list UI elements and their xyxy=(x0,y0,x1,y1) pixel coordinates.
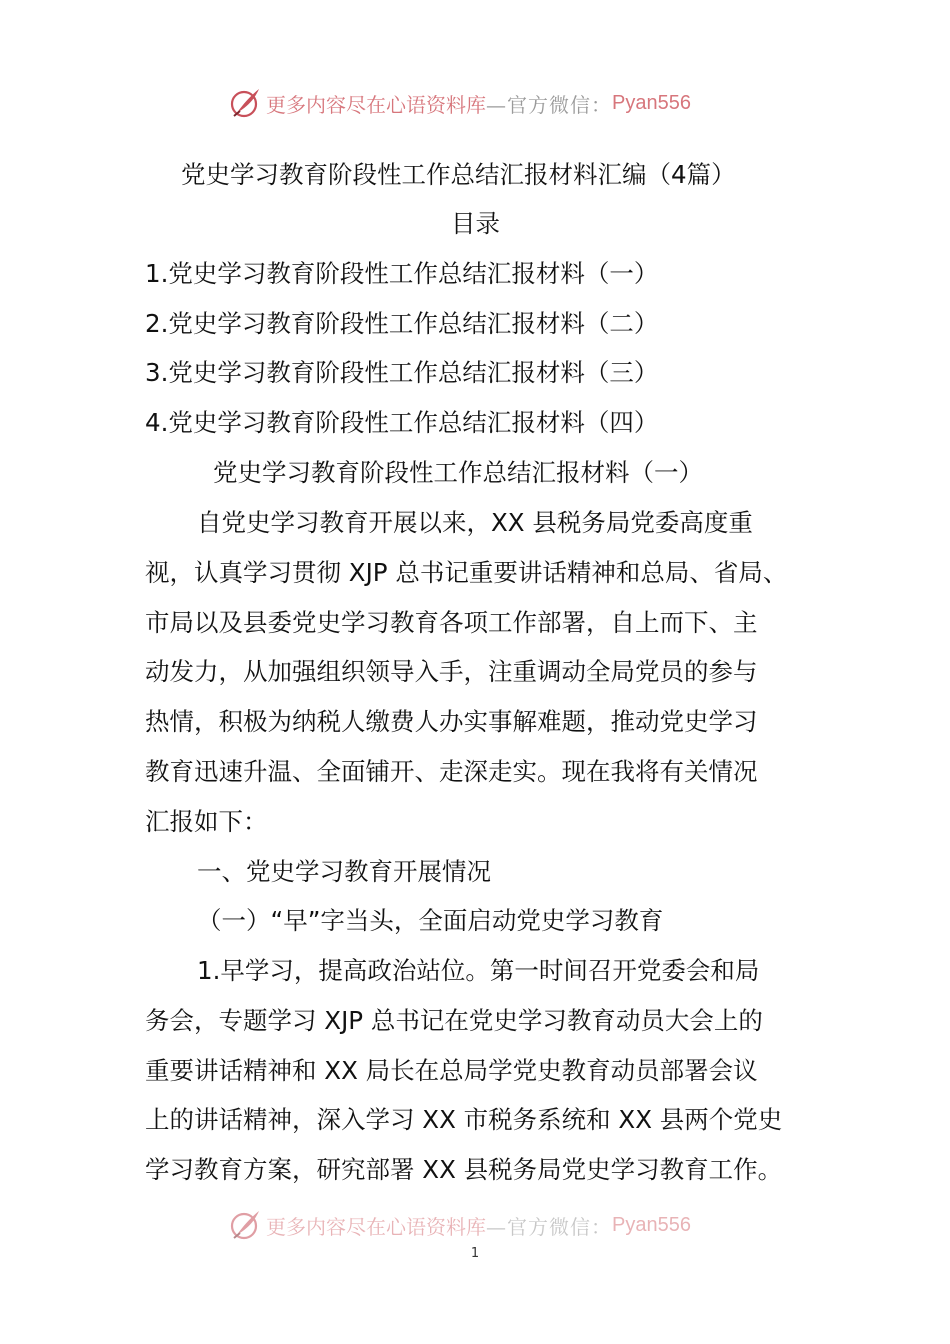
intro-line: 汇报如下： xyxy=(145,807,268,836)
intro-line: 视，认真学习贯彻 XJP 总书记重要讲话精神和总局、省局、 xyxy=(145,558,788,587)
intro-line: 动发力，从加强组织领导入手，注重调动全局党员的参与 xyxy=(145,657,758,686)
item-line: 1.早学习，提高政治站位。第一时间召开党委会和局 xyxy=(197,956,760,985)
intro-line: 热情，积极为纳税人缴费人办实事解难题，推动党史学习 xyxy=(145,707,758,736)
watermark-text: 更多内容尽在心语资料库 xyxy=(266,92,486,117)
intro-line: 自党史学习教育开展以来，XX 县税务局党委高度重 xyxy=(197,508,753,537)
watermark-footer xyxy=(228,1208,691,1242)
watermark-text: 更多内容尽在心语资料库 xyxy=(266,1214,486,1239)
watermark-wechat-id: Pyan556 xyxy=(612,1213,691,1236)
quill-pen-logo-icon xyxy=(228,1208,262,1242)
toc-item-4[interactable]: 4.党史学习教育阶段性工作总结汇报材料（四） xyxy=(145,408,659,437)
toc-item-3[interactable]: 3.党史学习教育阶段性工作总结汇报材料（三） xyxy=(145,358,659,387)
item-line: 学习教育方案，研究部署 XX 县税务局党史学习教育工作。 xyxy=(145,1155,783,1184)
intro-line: 教育迅速升温、全面铺开、走深走实。现在我将有关情况 xyxy=(145,757,758,786)
watermark-separator: —官方微信： xyxy=(486,1214,612,1239)
toc-item-2[interactable]: 2.党史学习教育阶段性工作总结汇报材料（二） xyxy=(145,309,659,338)
toc-item-1[interactable]: 1.党史学习教育阶段性工作总结汇报材料（一） xyxy=(145,259,659,288)
section-title: 党史学习教育阶段性工作总结汇报材料（一） xyxy=(213,458,703,487)
item-line: 上的讲话精神，深入学习 XX 市税务系统和 XX 县两个党史 xyxy=(145,1105,783,1134)
document-title: 党史学习教育阶段性工作总结汇报材料汇编（4篇） xyxy=(181,160,736,189)
watermark-header xyxy=(228,86,691,120)
heading-level-1: 一、党史学习教育开展情况 xyxy=(197,857,491,886)
heading-level-2: （一）“早”字当头，全面启动党史学习教育 xyxy=(197,906,664,935)
watermark-wechat-id: Pyan556 xyxy=(612,91,691,114)
item-line: 务会，专题学习 XJP 总书记在党史学习教育动员大会上的 xyxy=(145,1006,763,1035)
intro-line: 市局以及县委党史学习教育各项工作部署，自上而下、主 xyxy=(145,608,758,637)
quill-pen-logo-icon xyxy=(228,86,262,120)
item-line: 重要讲话精神和 XX 局长在总局学党史教育动员部署会议 xyxy=(145,1056,758,1085)
watermark-separator: —官方微信： xyxy=(486,92,612,117)
toc-heading: 目录 xyxy=(451,209,500,238)
page-number: 1 xyxy=(470,1246,480,1261)
